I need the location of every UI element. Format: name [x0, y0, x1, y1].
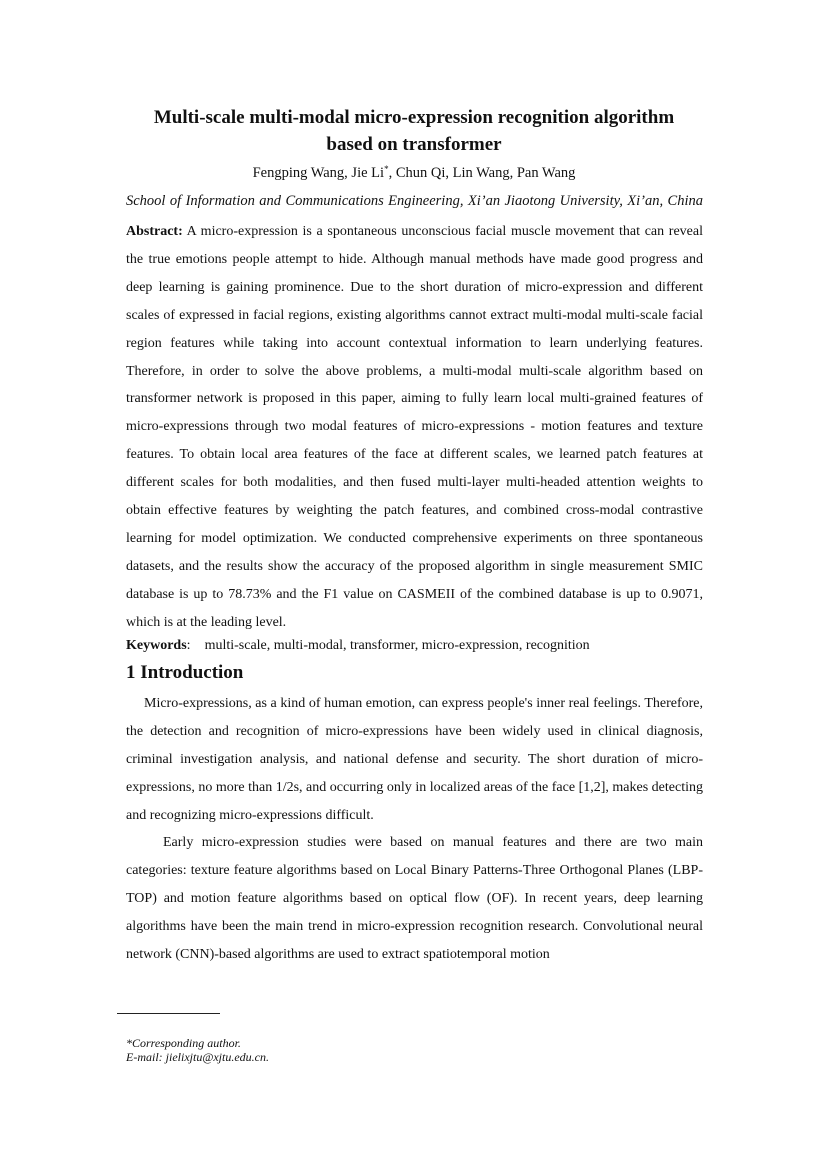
abstract-text: A micro-expression is a spontaneous unconscious facial muscle movement that can reveal the true emotions people attempt to hide. Although manual methods have made good progress and deep learning is gaining prominence. Due to the short duration of micro-expression and different scales of expressed in facial regions, existing algorithms cannot extract multi-modal multi-scale facial region features while taking into account contextual information to learn underlying features. Therefore, in order to solve the above problems, a multi-modal multi-scale algorithm based on transformer network is proposed in this paper, aiming to fully learn local multi-grained features of micro-expressions through two modal features of micro-expressions - motion features and texture features. To obtain local area features of the face at different scales, we learned patch features at different scales for both modalities, and then fused multi-layer multi-headed attention weights to obtain effective features by weighting the patch features, and combined cross-modal contrastive learning for model optimization. We conducted comprehensive experiments on three spontaneous datasets, and the results show the accuracy of the proposed algorithm in single measurement SMIC database is up to 78.73% and the F1 value on CASMEII of the combined database is up to 0.9071, which is at the leading level.	[126, 224, 703, 630]
abstract-label: Abstract:	[126, 224, 183, 239]
corresponding-author-mark: *	[384, 164, 389, 174]
paper-title-line-1: Multi-scale multi-modal micro-expression recognition algorithm	[153, 107, 675, 128]
keywords-text: multi-scale, multi-modal, transformer, micro-expression, recognition	[204, 638, 590, 653]
footnote	[126, 1036, 269, 1064]
affiliation: School of Information and Communications Engineering, Xi’an Jiaotong University, Xi’an, China	[126, 193, 703, 209]
authors-rest: , Chun Qi, Lin Wang, Pan Wang	[388, 165, 576, 181]
footnote-divider	[117, 1013, 220, 1014]
keywords-separator: :	[186, 638, 191, 653]
paper-title-line-2: based on transformer	[326, 134, 502, 155]
intro-paragraph-2: Early micro-expression studies were based on manual features and there are two main categories: texture feature algorithms based on Local Binary Patterns-Three Orthogonal Planes (LBP-TOP) and motion feature algorithms based on optical flow (OF). In recent years, deep learning algorithms have been the main trend in micro-expression recognition research. Convolutional neural network (CNN)-based algorithms are used to extract spatiotemporal motion	[126, 835, 703, 962]
keywords	[126, 636, 703, 656]
keywords-label: Keywords	[126, 638, 187, 653]
paper-title	[100, 104, 728, 158]
authors-first: Fengping Wang, Jie Li	[252, 165, 385, 181]
footnote-email: E-mail: jielixjtu@xjtu.edu.cn.	[126, 1050, 269, 1064]
footnote-corresponding-author: *Corresponding author.	[126, 1036, 241, 1050]
section-heading-introduction: 1 Introduction	[126, 662, 244, 683]
intro-paragraph-1: Micro-expressions, as a kind of human emotion, can express people's inner real feelings. Therefore, the detection and recognition of micro-expressions have been widely used in clinical diagnosis, criminal investigation analysis, and national defense and security. The short duration of micro-expressions, no more than 1/2s, and occurring only in localized areas of the face [1,2], makes detecting and recognizing micro-expressions difficult.	[126, 696, 703, 823]
abstract	[126, 218, 703, 637]
author-list	[100, 163, 728, 183]
